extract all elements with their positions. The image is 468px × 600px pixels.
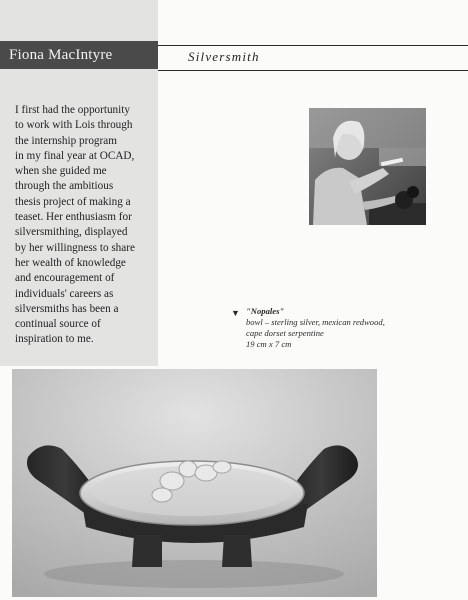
profession-title: Silversmith <box>188 49 260 64</box>
bio-line: the internship program <box>15 134 117 147</box>
nopales-bowl-illustration <box>12 369 377 597</box>
artwork-materials-cont: cape dorset serpentine <box>246 328 324 338</box>
artwork-dimensions: 19 cm x 7 cm <box>246 339 292 349</box>
artwork-photo <box>12 369 377 597</box>
triangle-down-icon: ▼ <box>231 308 240 318</box>
artwork-title: "Nopales" <box>246 306 285 316</box>
bio-line: continual source of <box>15 318 101 331</box>
header-rule-bottom <box>158 70 468 71</box>
bio-line: by her willingness to share <box>15 241 135 254</box>
bio-line: silversmiths has been a <box>15 302 119 315</box>
artist-portrait-photo <box>309 108 426 225</box>
bio-line: in my final year at OCAD, <box>15 149 135 162</box>
bio-line: her wealth of knowledge <box>15 256 126 269</box>
artist-name: Fiona MacIntyre <box>0 41 158 69</box>
bio-line: I first had the opportunity <box>15 104 130 116</box>
bio-line: when she guided me <box>15 165 107 178</box>
bio-line: thesis project of making a <box>15 195 131 208</box>
header-rule-top <box>158 45 468 46</box>
bio-line: inspiration to me. <box>15 333 94 346</box>
bio-line: through the ambitious <box>15 180 114 193</box>
bio-line: to work with Lois through <box>15 119 133 132</box>
bio-line: teaset. Her enthusiasm for <box>15 211 132 224</box>
artist-portrait-illustration <box>309 108 426 225</box>
bio-text <box>15 103 153 348</box>
bio-line: individuals' careers as <box>15 287 114 300</box>
artwork-caption <box>231 306 385 350</box>
bio-line: and encouragement of <box>15 272 115 285</box>
artwork-materials: bowl – sterling silver, mexican redwood, <box>246 317 385 327</box>
bio-line: silversmithing, displayed <box>15 226 128 239</box>
